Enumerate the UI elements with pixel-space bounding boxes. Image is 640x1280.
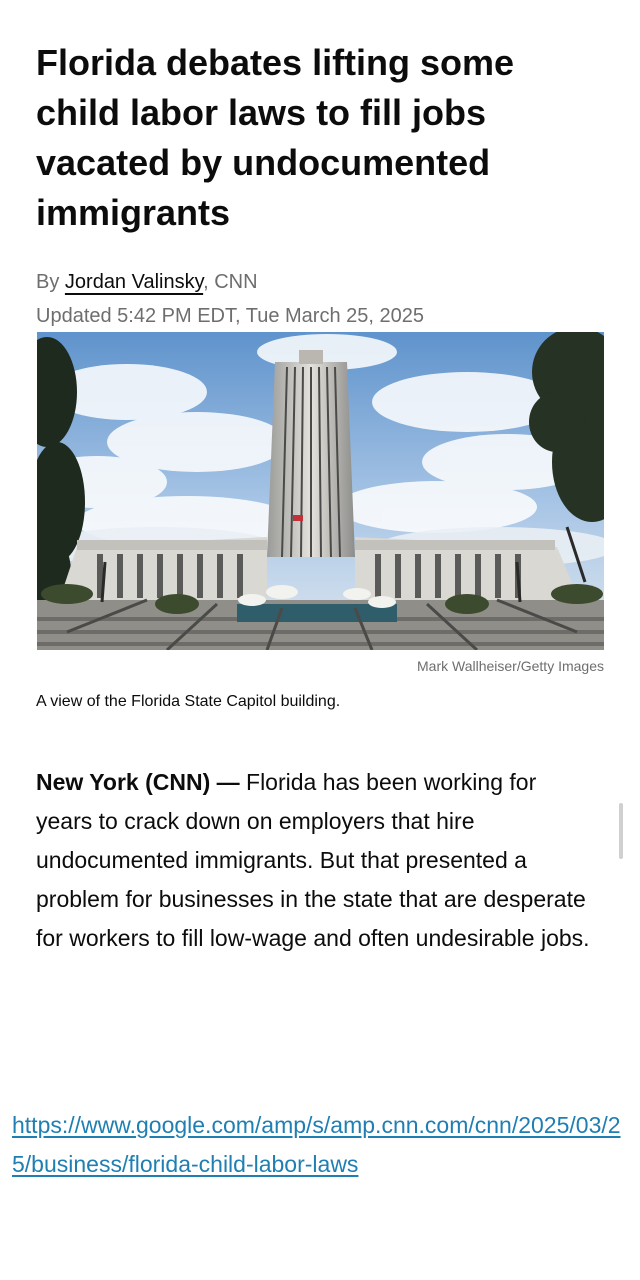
scrollbar[interactable] xyxy=(619,803,623,859)
photo-credit: Mark Wallheiser/Getty Images xyxy=(417,658,604,674)
image-caption: A view of the Florida State Capitol building. xyxy=(36,693,341,710)
hero-image xyxy=(37,332,604,650)
byline-prefix: By xyxy=(36,271,65,293)
author-link[interactable]: Jordan Valinsky xyxy=(64,271,204,293)
source-url-link[interactable]: https://www.google.com/amp/s/amp.cnn.com/cnn/2025/03/25/business/florida-child-labor-laws xyxy=(12,1112,621,1177)
article-paragraph xyxy=(36,763,596,958)
article-headline: Florida debates lifting some child labor laws to fill jobs vacated by undocumented immigrants xyxy=(36,42,515,233)
paragraph-text: Florida has been working for years to crack down on employers that hire undocumented immigrants. But that presented a problem for businesses in the state that are desperate for workers to fill low-wage and often undesirable jobs. xyxy=(36,769,590,951)
byline-source: , CNN xyxy=(203,271,258,293)
dateline: New York (CNN) — xyxy=(36,769,240,795)
updated-timestamp: Updated 5:42 PM EDT, Tue March 25, 2025 xyxy=(36,305,424,327)
byline xyxy=(36,268,258,296)
capitol-photo xyxy=(37,332,604,650)
